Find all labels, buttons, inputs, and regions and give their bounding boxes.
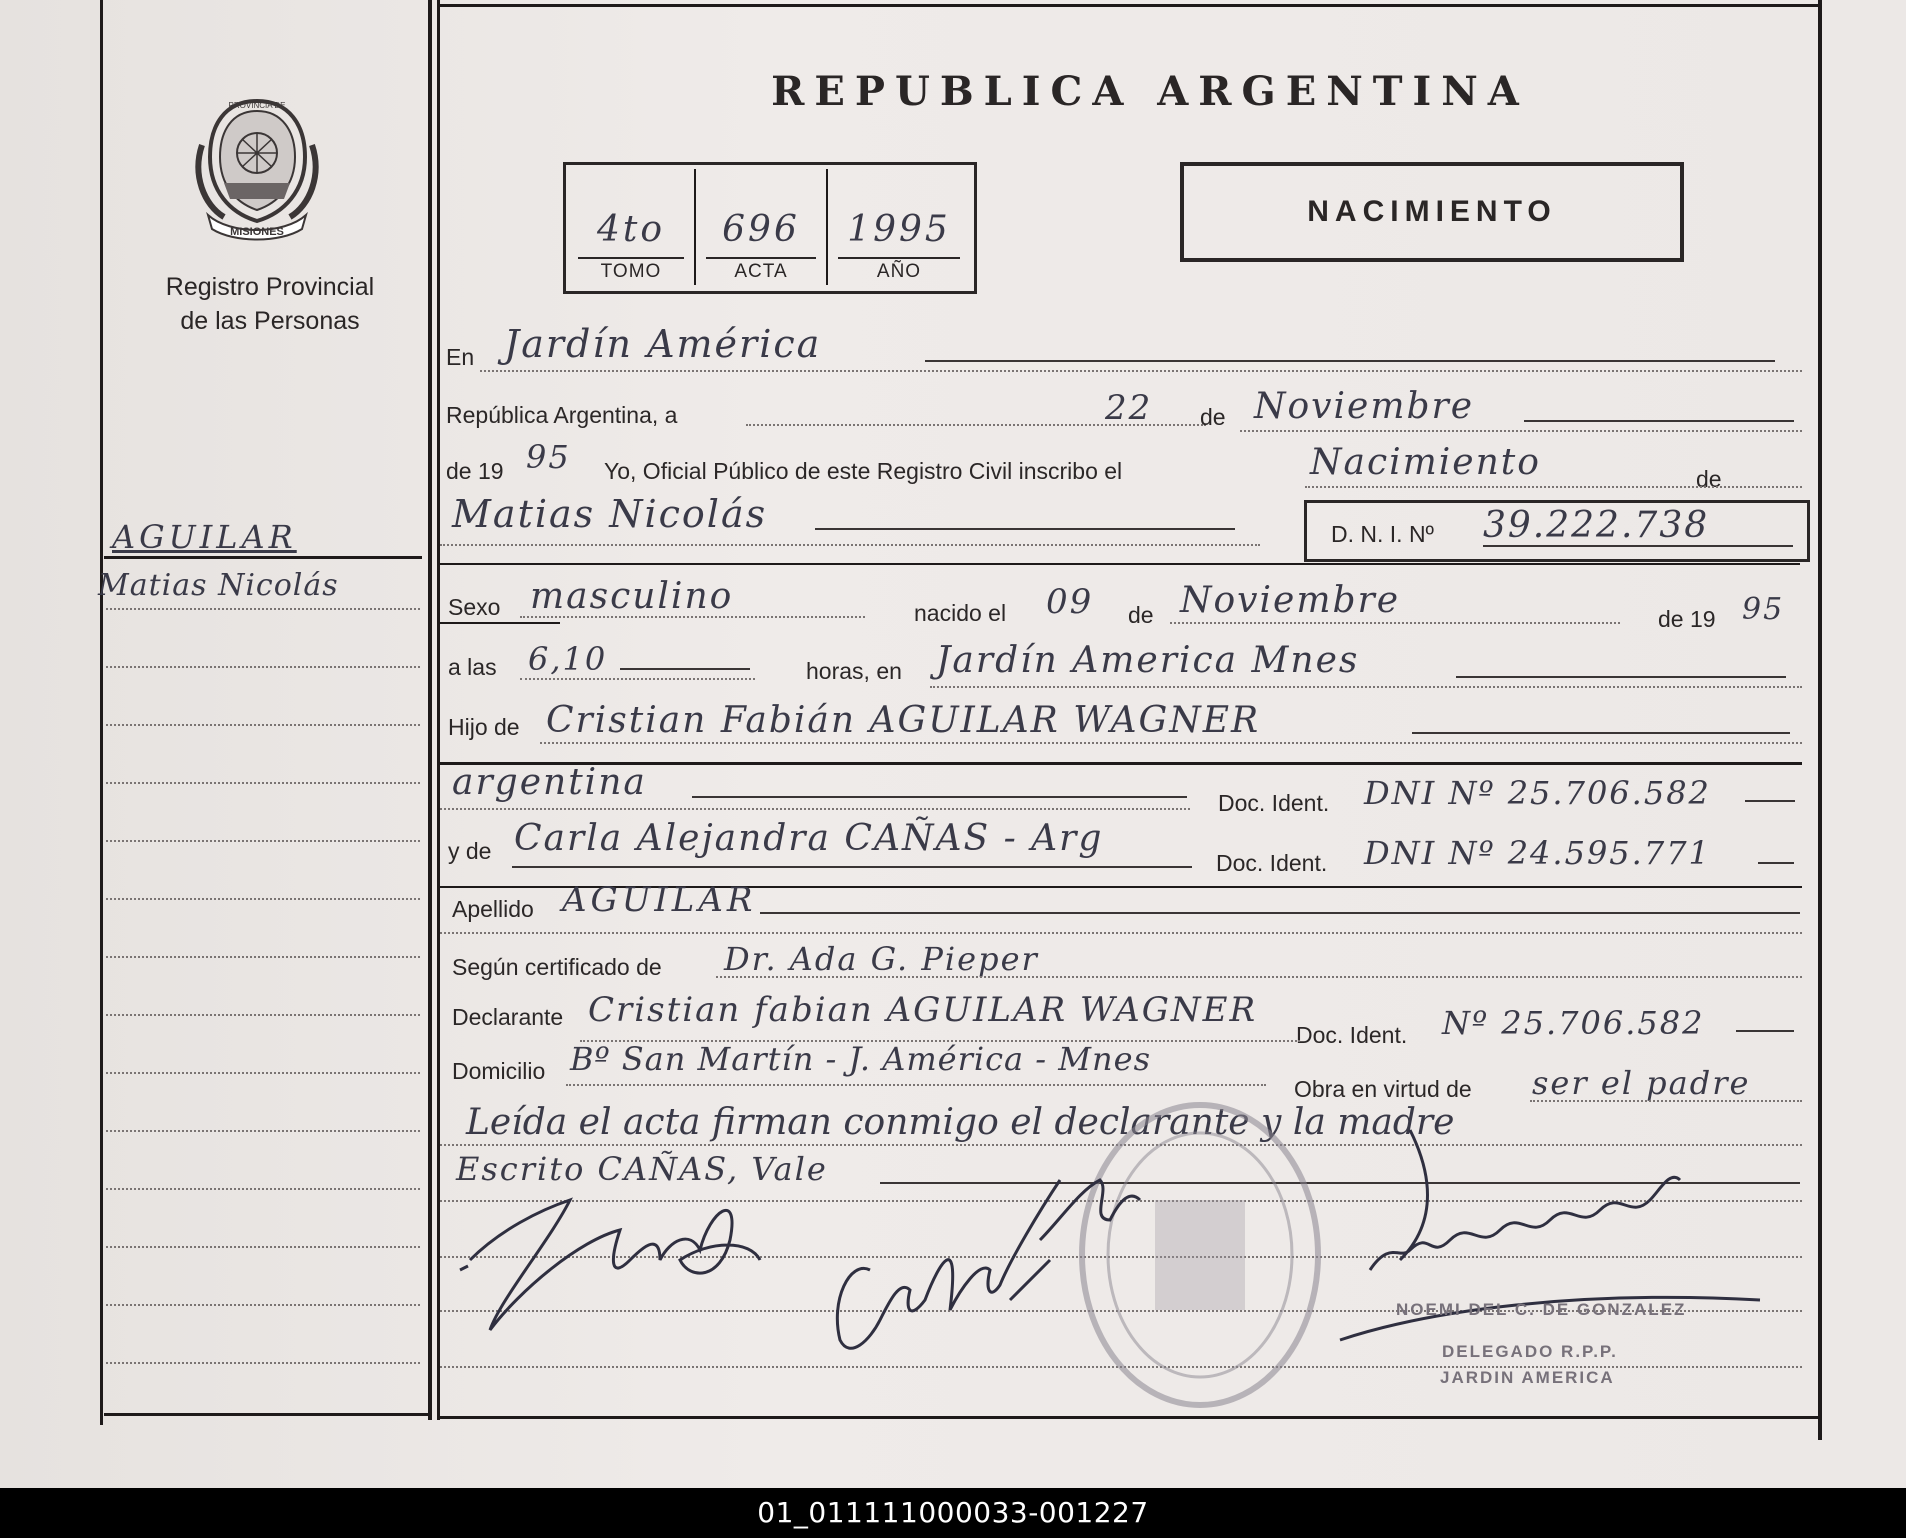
margin-rule — [104, 556, 422, 559]
margin-dotline — [106, 956, 420, 958]
margin-dotline — [106, 1362, 420, 1364]
cell-rule — [706, 257, 816, 259]
registry-line1: Registro Provincial — [165, 273, 375, 301]
nacido-day: 09 — [1046, 582, 1094, 622]
seal-bottom-text: MISIONES — [230, 226, 284, 238]
sexo-value: masculino — [530, 576, 734, 617]
de1-label: de — [1200, 404, 1226, 430]
dotted-rule — [480, 370, 1802, 372]
margin-dotline — [106, 898, 420, 900]
nota-line1: Leída el acta firman conmigo el declarante y la madre — [466, 1102, 1455, 1143]
nota-line2: Escrito CAÑAS, Vale — [456, 1150, 828, 1188]
cell-rule — [838, 257, 960, 259]
nacido-year: 95 — [1742, 592, 1785, 627]
declarante-value: Cristian fabian AGUILAR WAGNER — [588, 990, 1258, 1030]
fill-line — [760, 912, 1800, 914]
domicilio-value: Bº San Martín - J. América - Mnes — [570, 1040, 1152, 1078]
hijo-label: Hijo de — [448, 714, 520, 740]
margin-dotline — [106, 1014, 420, 1016]
sexo-label: Sexo — [448, 594, 501, 620]
fill-line — [1758, 862, 1794, 864]
month-value: Noviembre — [1254, 386, 1475, 427]
registry-line2: de las Personas — [180, 307, 360, 335]
stamp-name: NOEMI DEL C. DE GONZALEZ — [1396, 1300, 1687, 1319]
acta-cell — [698, 171, 824, 281]
madre-value: Carla Alejandra CAÑAS - Arg — [514, 818, 1104, 859]
tomo-value: 4to — [596, 209, 666, 250]
declarante-doc: Nº 25.706.582 — [1442, 1004, 1705, 1042]
margin-dotline — [106, 1246, 420, 1248]
margin-dotline — [106, 1072, 420, 1074]
margin-dotline — [106, 608, 420, 610]
fill-line — [692, 796, 1187, 798]
provincial-seal-icon — [190, 95, 325, 245]
padre-doc: DNI Nº 25.706.582 — [1364, 774, 1711, 812]
acta-value: 696 — [722, 209, 800, 250]
madre-doc: DNI Nº 24.595.771 — [1364, 834, 1711, 872]
margin-dotline — [106, 724, 420, 726]
horas-label: horas, en — [806, 658, 902, 684]
dotted-rule — [520, 616, 865, 618]
acto-value: Nacimiento — [1310, 442, 1541, 483]
registry-name — [130, 270, 410, 338]
fill-line — [1483, 545, 1793, 547]
dni-box — [1304, 500, 1810, 562]
fill-line — [1412, 732, 1790, 734]
obra-label: Obra en virtud de — [1294, 1076, 1472, 1102]
left-page-border — [100, 0, 103, 1425]
hora-value: 6,10 — [528, 640, 608, 678]
madre-signature-icon — [810, 1150, 1150, 1370]
alas-label: a las — [448, 654, 497, 680]
segun-value: Dr. Ada G. Pieper — [724, 940, 1039, 978]
dotted-rule — [540, 742, 1802, 744]
apellido-label: Apellido — [452, 896, 534, 922]
column-divider-inner — [437, 0, 440, 1420]
acta-label: ACTA — [734, 261, 788, 282]
declarante-signature-icon — [460, 1170, 780, 1350]
bottom-rule — [104, 1413, 430, 1416]
margin-dotline — [106, 666, 420, 668]
dotted-rule — [716, 976, 1802, 978]
margin-dotline — [106, 1304, 420, 1306]
de2-label: de — [1696, 466, 1722, 492]
dotted-rule — [1530, 1100, 1802, 1102]
en-value: Jardín América — [504, 322, 822, 366]
year-suffix: 95 — [526, 438, 571, 476]
document-title: REPUBLICA ARGENTINA — [771, 68, 1529, 115]
dotted-rule — [440, 808, 1190, 810]
fill-line — [1524, 420, 1794, 422]
section-rule — [440, 563, 1800, 565]
margin-surname: AGUILAR — [112, 518, 297, 556]
apellido-value: AGUILAR — [562, 880, 757, 920]
fill-line — [512, 866, 1192, 868]
column-divider — [428, 0, 432, 1420]
cell-rule — [578, 257, 684, 259]
padre-nac: argentina — [452, 762, 647, 803]
padre-value: Cristian Fabián AGUILAR WAGNER — [546, 700, 1261, 741]
dotted-rule — [566, 1084, 1266, 1086]
lugar-value: Jardín America Mnes — [936, 640, 1360, 681]
tomo-label: TOMO — [600, 261, 662, 282]
declarante-label: Declarante — [452, 1004, 564, 1030]
dotted-rule — [1305, 486, 1802, 488]
nombre-value: Matias Nicolás — [452, 492, 768, 536]
margin-dotline — [106, 840, 420, 842]
footer-bar — [0, 1488, 1906, 1538]
dotted-rule — [1170, 622, 1620, 624]
yde-label: y de — [448, 838, 492, 864]
ano-cell — [830, 171, 968, 281]
de-anio-label: de 19 — [446, 458, 504, 484]
fill-line — [1745, 800, 1795, 802]
tomo-cell — [570, 171, 692, 281]
ano-label: AÑO — [876, 261, 922, 282]
seal-top-text: PROVINCIA DE — [228, 101, 286, 110]
oficial-signature-icon — [1330, 1110, 1770, 1360]
republica-label: República Argentina, a — [446, 402, 678, 428]
document-id: 01_011111000033-001227 — [757, 1496, 1149, 1529]
dotted-rule — [1240, 430, 1802, 432]
oficial-label: Yo, Oficial Público de este Registro Civil inscribo el — [604, 458, 1123, 484]
top-rule — [440, 4, 1820, 7]
dni-value: 39.222.738 — [1483, 505, 1710, 546]
nacido-label: nacido el — [914, 600, 1007, 626]
margin-dotline — [106, 782, 420, 784]
segun-label: Según certificado de — [452, 954, 662, 980]
record-number-box — [563, 162, 977, 294]
box-divider — [826, 169, 828, 285]
nacido-month: Noviembre — [1180, 580, 1401, 621]
fill-line — [1456, 676, 1786, 678]
stamp-place: JARDIN AMERICA — [1440, 1368, 1615, 1387]
obra-value: ser el padre — [1532, 1064, 1751, 1102]
doc-label-madre: Doc. Ident. — [1216, 850, 1328, 876]
fill-line — [1736, 1030, 1794, 1032]
section-rule — [440, 622, 560, 624]
margin-dotline — [106, 1188, 420, 1190]
dni-label: D. N. I. Nº — [1331, 521, 1434, 547]
right-form-border — [1818, 0, 1822, 1440]
margin-given-names: Matias Nicolás — [98, 568, 339, 603]
doc-label-padre: Doc. Ident. — [1218, 790, 1330, 816]
de3-label: de — [1128, 602, 1154, 628]
fill-line — [620, 668, 750, 670]
dotted-rule — [440, 544, 1260, 546]
day-value: 22 — [1105, 388, 1153, 428]
margin-dotline — [106, 1130, 420, 1132]
box-divider — [694, 169, 696, 285]
stamp-role: DELEGADO R.P.P. — [1442, 1342, 1618, 1361]
domicilio-label: Domicilio — [452, 1058, 546, 1084]
doc-label-declarante: Doc. Ident. — [1296, 1022, 1408, 1048]
ano-value: 1995 — [847, 209, 951, 250]
de19-label: de 19 — [1658, 606, 1716, 632]
fill-line — [815, 528, 1235, 530]
dotted-rule — [520, 678, 755, 680]
dotted-rule — [440, 932, 1802, 934]
dotted-rule — [930, 686, 1802, 688]
document-type-box: NACIMIENTO — [1180, 162, 1684, 262]
en-label: En — [446, 344, 475, 370]
fill-line — [925, 360, 1775, 362]
